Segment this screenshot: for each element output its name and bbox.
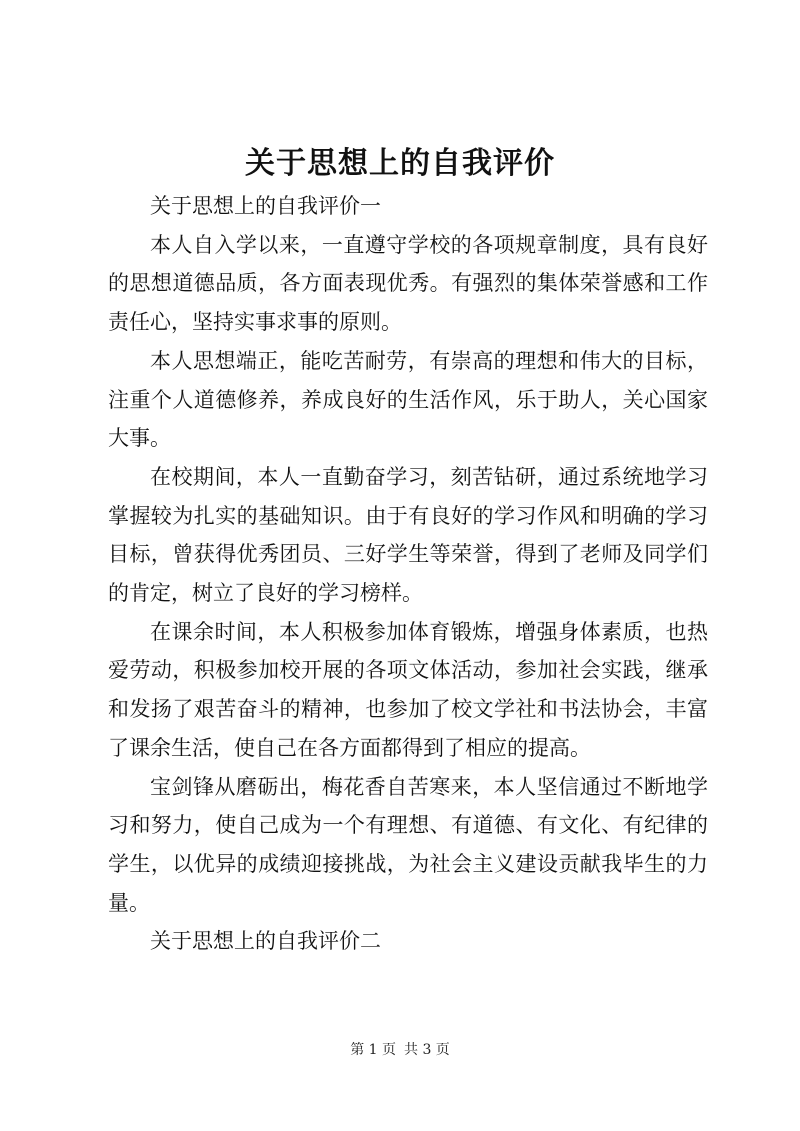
page-total: 共 3 页 — [404, 1042, 450, 1058]
document-body — [108, 187, 708, 961]
paragraph: 本人思想端正，能吃苦耐劳，有崇高的理想和伟大的目标，注重个人道德修养，养成良好的生活作风，乐于助人，关心国家大事。 — [108, 348, 708, 451]
paragraph: 本人自入学以来，一直遵守学校的各项规章制度，具有良好的思想道德品质，各方面表现优秀。有强烈的集体荣誉感和工作责任心，坚持实事求事的原则。 — [108, 232, 708, 335]
section-heading-2: 关于思想上的自我评价二 — [150, 929, 381, 954]
document-title: 关于思想上的自我评价 — [245, 146, 555, 181]
paragraph: 在校期间，本人一直勤奋学习，刻苦钻研，通过系统地学习掌握较为扎实的基础知识。由于有良好的学习作风和明确的学习目标，曾获得优秀团员、三好学生等荣誉，得到了老师及同学们的肯定，树立了良好的学习榜样。 — [108, 464, 708, 606]
section-heading-1: 关于思想上的自我评价一 — [150, 194, 381, 218]
page-footer — [0, 1040, 800, 1060]
paragraph: 在课余时间，本人积极参加体育锻炼，增强身体素质，也热爱劳动，积极参加校开展的各项文体活动，参加社会实践，继承和发扬了艰苦奋斗的精神，也参加了校文学社和书法协会，丰富了课余生活，使自己在各方面都得到了相应的提高。 — [108, 619, 708, 760]
page-number: 第 1 页 — [350, 1042, 396, 1058]
paragraph: 宝剑锋从磨砺出，梅花香自苦寒来，本人坚信通过不断地学习和努力，使自己成为一个有理想、有道德、有文化、有纪律的学生，以优异的成绩迎接挑战，为社会主义建设贡献我毕生的力量。 — [108, 774, 708, 915]
